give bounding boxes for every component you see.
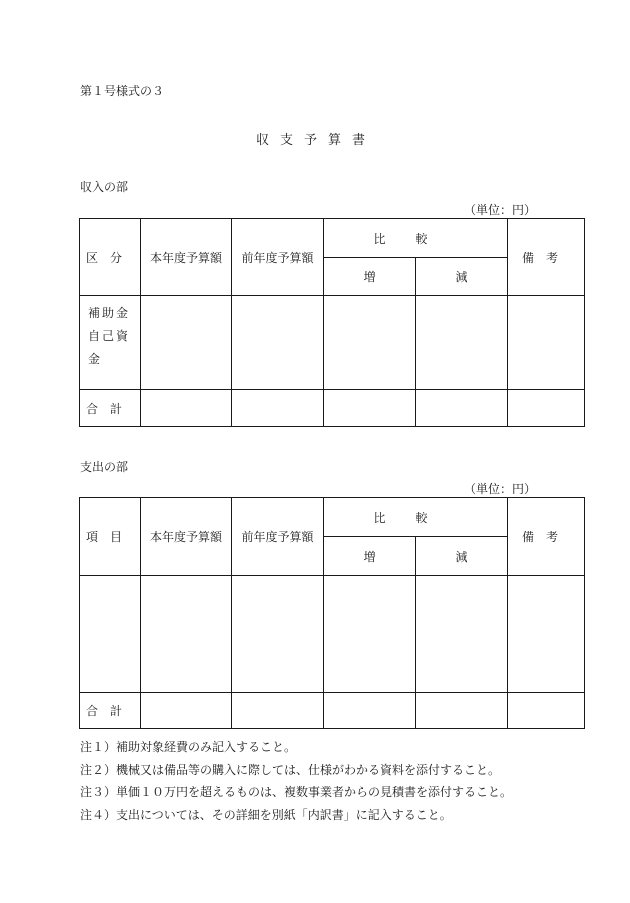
expense-total-previous-cell[interactable] xyxy=(232,693,324,729)
income-header-decrease: 減 xyxy=(416,258,508,296)
income-total-previous-cell[interactable] xyxy=(232,390,324,427)
expense-total-decrease-cell[interactable] xyxy=(416,693,508,729)
expense-header-category: 項目 xyxy=(80,498,141,576)
income-header-remarks: 備考 xyxy=(508,219,585,296)
income-previous-budget-cell[interactable] xyxy=(232,296,324,390)
income-header-comparison: 比較 xyxy=(324,219,508,258)
expense-total-increase-cell[interactable] xyxy=(324,693,416,729)
expense-header-comparison: 比較 xyxy=(324,498,508,537)
expense-total-current-cell[interactable] xyxy=(141,693,232,729)
income-total-remarks-cell[interactable] xyxy=(508,390,585,427)
income-unit-label: （単位：円） xyxy=(463,203,536,217)
income-header-increase: 増 xyxy=(324,258,416,296)
expense-current-budget-cell[interactable] xyxy=(141,576,232,693)
note-item: 注３）単価１０万円を超えるものは、複数事業者からの見積書を添付すること。 xyxy=(80,785,513,799)
income-total-label: 合計 xyxy=(80,390,141,427)
expense-decrease-cell[interactable] xyxy=(416,576,508,693)
expense-items-cell[interactable] xyxy=(80,576,141,693)
income-increase-cell[interactable] xyxy=(324,296,416,390)
income-remarks-cell[interactable] xyxy=(508,296,585,390)
expense-remarks-cell[interactable] xyxy=(508,576,585,693)
expense-total-remarks-cell[interactable] xyxy=(508,693,585,729)
income-total-current-cell[interactable] xyxy=(141,390,232,427)
expense-header-increase: 増 xyxy=(324,537,416,576)
income-item: 自己資金 xyxy=(88,329,131,366)
expense-section-title: 支出の部 xyxy=(80,460,129,474)
expense-unit-label: （単位：円） xyxy=(463,482,536,496)
income-header-previous-budget: 前年度予算額 xyxy=(232,219,324,296)
note-item: 注４）支出については、その詳細を別紙「内訳書」に記入すること。 xyxy=(80,807,452,822)
expense-table xyxy=(79,497,585,729)
expense-previous-budget-cell[interactable] xyxy=(232,576,324,693)
income-total-increase-cell[interactable] xyxy=(324,390,416,427)
expense-header-remarks: 備考 xyxy=(508,498,585,576)
note-item: 注１）補助対象経費のみ記入すること。 xyxy=(80,740,297,754)
income-current-budget-cell[interactable] xyxy=(141,296,232,390)
note-item: 注２）機械又は備品等の購入に際しては、仕様がわかる資料を添付すること。 xyxy=(80,762,501,777)
expense-total-label: 合計 xyxy=(80,693,141,729)
income-table xyxy=(79,218,585,427)
income-section-title: 収入の部 xyxy=(80,180,129,194)
document-title: 収支予算書 xyxy=(256,133,377,148)
income-item: 補助金 xyxy=(88,306,131,320)
income-header-current-budget: 本年度予算額 xyxy=(141,219,232,296)
income-decrease-cell[interactable] xyxy=(416,296,508,390)
expense-header-current-budget: 本年度予算額 xyxy=(141,498,232,576)
form-number: 第１号様式の３ xyxy=(80,84,165,98)
income-total-decrease-cell[interactable] xyxy=(416,390,508,427)
expense-header-previous-budget: 前年度予算額 xyxy=(232,498,324,576)
income-header-category: 区分 xyxy=(80,219,141,296)
income-items-cell xyxy=(80,296,141,390)
expense-increase-cell[interactable] xyxy=(324,576,416,693)
expense-header-decrease: 減 xyxy=(416,537,508,576)
notes xyxy=(80,736,512,826)
